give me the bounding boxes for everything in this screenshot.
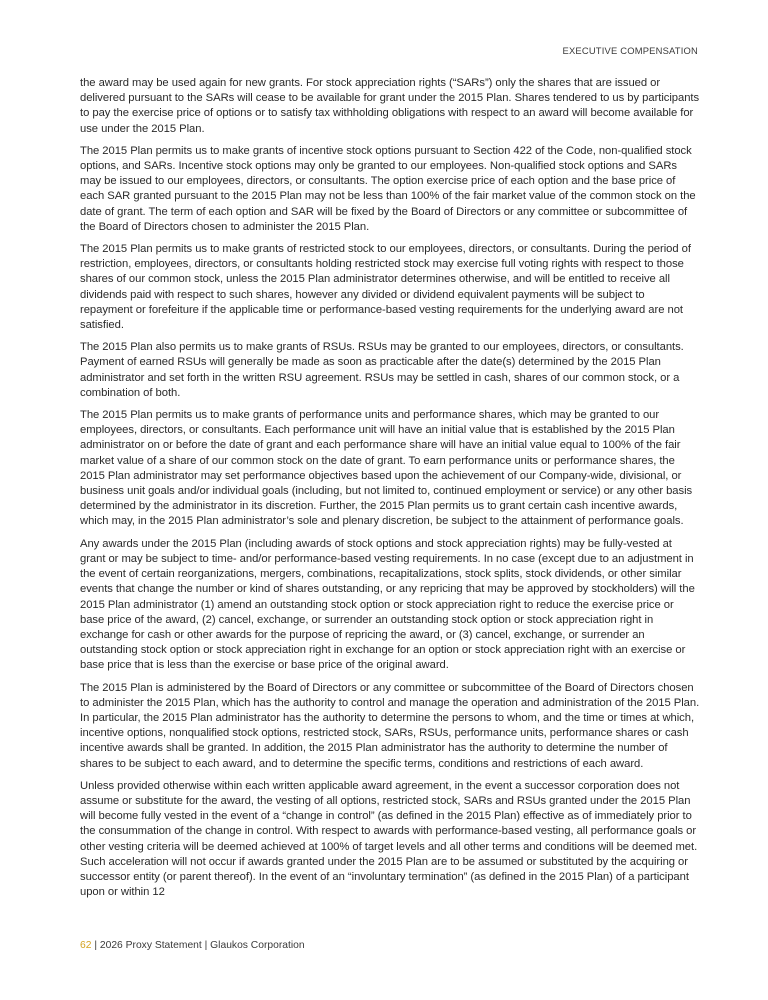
page-number: 62 — [80, 940, 92, 951]
company-name: Glaukos Corporation — [210, 940, 305, 951]
document-body — [80, 76, 700, 907]
paragraph-performance-awards: The 2015 Plan permits us to make grants of performance units and performance shares, which may be granted to our employees, directors, or consultants. Each performance unit will have an initial value that is established by the 2015 Plan administrator on or before the date of grant and each performance share will have an initial value equal to 100% of the fair market value of a share of our common stock on the date of grant. To earn performance units or performance shares, the 2015 Plan administrator may set performance objectives based upon the achievement of our Company‑wide, divisional, or business unit goals and/or individual goals (including, but not limited to, continued employment or service) or any other basis determined by the administrator in its discretion. Further, the 2015 Plan permits us to grant certain cash incentive awards, which may, in the 2015 Plan administrator’s sole and plenary discretion, be subject to the attainment of performance goals. — [80, 409, 693, 528]
paragraph-restricted-stock: The 2015 Plan permits us to make grants of restricted stock to our employees, directors, or consultants. During the period of restriction, employees, directors, or consultants holding restricted stock may exercise full voting rights with respect to those shares of our common stock, unless the 2015 Plan administrator determines otherwise, and will be entitled to receive all dividends paid with respect to such shares, however any divided or dividend equivalent payments will be subject to repayment or forefeiture if the applicable time or performance-based vesting requirements for the underlying award are not satisfied. — [80, 243, 691, 332]
document-title: 2026 Proxy Statement — [99, 940, 202, 951]
footer-separator: | — [91, 940, 100, 951]
page-footer — [80, 940, 305, 951]
section-header: EXECUTIVE COMPENSATION — [562, 45, 698, 56]
paragraph-rsus: The 2015 Plan also permits us to make grants of RSUs. RSUs may be granted to our employees, directors, or consultants. Payment of earned RSUs will generally be made as soon as practicable after the date(s) determined by the 2015 Plan administrator and set forth in the written RSU agreement. RSUs may be settled in cash, shares of our common stock, or a combination of both. — [80, 341, 684, 399]
paragraph-change-in-control: Unless provided otherwise within each written applicable award agreement, in the event a successor corporation does not assume or substitute for the award, the vesting of all options, restricted stock, SARs and RSUs granted under the 2015 Plan will become fully vested in the event of a “change in control” (as defined in the 2015 Plan) effective as of immediately prior to the consummation of the change in control. With respect to awards with performance‑based vesting, all performance goals or other vesting criteria will be deemed achieved at 100% of target levels and all other terms and conditions will be deemed met. Such acceleration will not occur if awards granted under the 2015 Plan are to be assumed or substituted by the acquiring or successor entity (or parent thereof). In the event of an “involuntary termination” (as defined in the 2015 Plan) of a participant upon or within 12 — [80, 779, 698, 899]
paragraph-repricing: Any awards under the 2015 Plan (including awards of stock options and stock appreciation rights) may be fully-vested at grant or may be subject to time- and/or performance-based vesting requirements. In no case (except due to an adjustment in the event of certain reorganizations, mergers, combinations, recapitalizations, stock splits, stock dividends, or other similar events that change the number or kind of shares outstanding, or any repricing that may be approved by stockholders) will the 2015 Plan administrator (1) amend an outstanding stock option or stock appreciation right to reduce the exercise price or base price of the award, (2) cancel, exchange, or surrender an outstanding stock option or stock appreciation right in exchange for cash or other awards for the purpose of repricing the award, or (3) cancel, exchange, or surrender an outstanding stock option or stock appreciation right in exchange for an option or stock appreciation right with an exercise or base price that is less than the exercise or base price of the original award. — [80, 537, 695, 672]
paragraph-administration: The 2015 Plan is administered by the Board of Directors or any committee or subcommittee of the Board of Directors chosen to administer the 2015 Plan, which has the authority to control and manage the operation and administration of the 2015 Plan. In particular, the 2015 Plan administrator has the authority to determine the persons to whom, and the time or times at which, incentive options, nonqualified stock options, restricted stock, SARs, RSUs, performance units, performance shares or cash incentive awards shall be granted. In addition, the 2015 Plan administrator has the authority to determine the number of shares to be subject to each award, and to determine the specific terms, conditions and restrictions of each award. — [80, 681, 700, 770]
footer-separator: | — [201, 940, 211, 951]
paragraph-share-reuse: the award may be used again for new grants. For stock appreciation rights (“SARs”) only the shares that are issued or delivered pursuant to the SARs will cease to be available for grant under the 2015 Plan. Shares tendered to us by participants to pay the exercise price of options or to satisfy tax withholding obligations with respect to an award will become available for use under the 2015 Plan. — [80, 77, 700, 135]
paragraph-stock-options: The 2015 Plan permits us to make grants of incentive stock options pursuant to Section 422 of the Code, non‑qualified stock options, and SARs. Incentive stock options may only be granted to our employees. Non‑qualified stock options and SARs may be issued to our employees, directors, or consultants. The option exercise price of each option and the base price of each SAR granted pursuant to the 2015 Plan may not be less than 100% of the fair market value of the common stock on the date of grant. The term of each option and SAR will be fixed by the Board of Directors or any committee or subcommittee of the Board of Directors chosen to administer the 2015 Plan. — [80, 144, 696, 233]
